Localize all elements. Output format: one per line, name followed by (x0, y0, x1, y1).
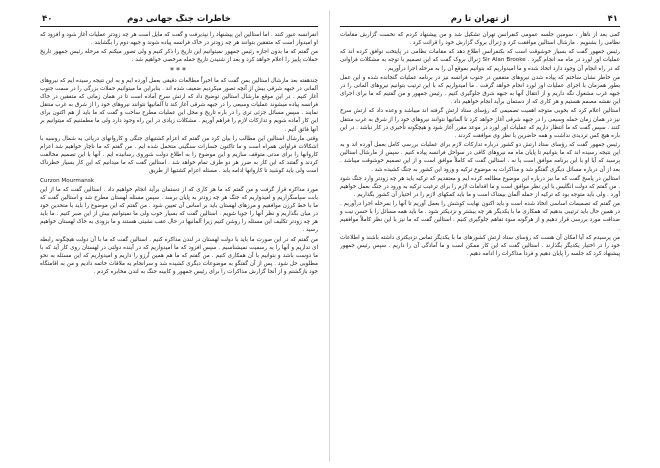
left-running-title: خاطرات جنگ جهانی دوم (127, 14, 231, 24)
left-page-number: ۴۰ (42, 14, 53, 24)
right-paragraph: استالین در پاسخ گفت که ما نیز درباره این موضوع مطالعه کرده ایم و معتقدیم که ترکیه باید هر چه زودتر وارد جنگ شود . من گفتم که دولت انگلیس با این نظر موافق است و ما اقدامات لازم را برای ترغیب ترکیه به ورود در جنگ بعمل خواهیم آورد . ولی باید متوجه بود که ترکیه از حمله آلمان بیمناک است و ما باید کمکهای لازم را در اختیار آن کشور بگذاریم . (340, 175, 620, 198)
left-paragraph: من گفتم که در این صورت ما باید با دولت لهستان در لندن مذاکره کنیم . استالین گفت که ما با آن دولت هیچگونه رابطه ای نداریم و آنها را به رسمیت نمیشناسیم . سپس افزود که ما امیدواریم که در آینده دولتی در لهستان روی کار آید که با ما دوست باشد و بتوانیم با آن همکاری کنیم . من گفتم که ما هم همین آرزو را داریم و امیدواریم که این مسئله به نحو مطلوبی حل شود . پس از آن گفتگو به موضوعات دیگری کشیده شد و سرانجام به ملاقات خاتمه دادیم و من به اقامتگاه خود بازگشتم و از آنجا گزارش مذاکرات را برای رئیس جمهور و کابینه جنگ به لندن مخابره کردم . (40, 236, 318, 276)
left-paragraph: من گفتم که ما بدون اجازه رئیس جمهور نمیتوانیم این تاریخ را ذکر کنیم و ولی تصور میکنم که مرحله رئیس جمهور تاریخ حملات پاییز را اعلام خواهد کرد و بعد از شنیدن تاریخ حمله مرخصی خواهیم شد . (40, 49, 318, 64)
right-paragraph: کمی بعد از ناهار ، سومین جلسه عمومی کنفرانس تهران تشکیل شد و من پیشنهاد کردم که نخست گزارش مقامات نظامی را بشنویم . مارشال استالین موافقت کرد و ژنرال بروک گزارش خود را قرائت کرد . (340, 32, 620, 47)
right-paragraph: رئیس جمهور گفت که بسیار خوشوقت است که بکنفرانس اطلاع دهد که مقامات نظامی در پایتخت توافق کرده اند که عملیات اور لورد در ماه مه انجام گیرد . Sir Alan Brooke ژنرال بروک گفت که این تصمیم با توجه به مشکلات فراوانی که در راه انجام آن وجود دارد اتخاذ شده و ما امیدواریم که بتوانیم بموقع آن را به مرحله اجرا درآوریم . (340, 49, 620, 72)
left-paragraph: چندهفته بعد مارشال استالین بمن گفت که ما اخیراً مطالعات دقیقی بعمل آورده ایم و به این نتیجه رسیده ایم که نیروهای آلمانی در جبهه شرقی بیش از آنچه تصور میکردیم ضعیف شده اند . بنابراین ما میتوانیم حملات بزرگی را در سمت جنوب آغاز کنیم . در این موقع مارشال استالین توضیح داد که ارتش سرخ آماده است تا در همان زمانی که متفقین در خاک فرانسه پیاده میشوند عملیات وسیعی را در جبهه شرقی آغاز کند تا آلمانیها نتوانند نیروهای خود را از شرق به غرب منتقل نمایند . سپس مسائل جزئی تری را در باره تاریخ و محل این عملیات مطرح ساخت و گفت که ما باید از هم اکنون برای این کار آماده شویم و تدارکات لازم را فراهم آوریم . مشکلات زیادی در این راه وجود دارد ولی ما مطمئنیم که میتوانیم بر آنها فائق آئیم . (40, 77, 318, 133)
right-paragraph: من گفتم که تصمیمات اساسی اتخاذ شده است و باید اکنون نهایت کوشش را بعمل آوریم تا آنها را بمرحله اجرا درآوریم . در همین حال باید ترتیبی بدهیم که همکاری ما با یکدیگر هر چه بیشتر و نزدیکتر شود . ما باید همه مسائل را با حسن نیت و صداقت مورد بررسی قرار دهیم و از هرگونه سوء تفاهم جلوگیری کنیم . استالین گفت که ما نیز با این نظر کاملاً موافقیم . (340, 201, 620, 232)
left-paragraph: وقتی مارشال استالین این مطالب را بیان کرد من گفتم که اعزام کشتیهای جنگی و کاروانهای دریائی به شمال روسیه با اشکالات فراوانی همراه است و ما تاکنون خسارات سنگینی متحمل شده ایم . من گفتم که ما ناچار خواهیم شد اعزام کاروانها را برای مدتی متوقف سازیم و این موضوع را به اطلاع دولت شوروی رسانیده ایم . آنها با این تصمیم مخالفت کردند و گفتند که این کار به ضرر هر دو طرف تمام خواهد شد . استالین گفت که ما میدانیم که این کار بسیار خطرناک است ولی باید کوشید تا کاروانها ادامه یابد . مسئله اعزام کشتیها از طریق (40, 135, 318, 175)
right-page (340, 14, 620, 460)
right-paragraph: من خاطر نشان ساختم که پیاده شدن نیروهای متفقین در جنوب فرانسه نیز در برنامه عملیات گنجانده شده و این عمل بطور همزمان با اجرای عملیات اور لورد انجام خواهد گرفت . ما امیدواریم که با این ترتیب بتوانیم نیروهای آلمانی را در جبهه غرب مشغول نگه داریم و از انتقال آنها به جبهه شرق جلوگیری کنیم . رئیس جمهور و من گفتیم که ما برای اجرای این نقشه مصمم هستیم و هر کاری که از دستمان برآید انجام خواهیم داد . (340, 74, 620, 106)
right-paragraph: رئیس جمهور گفت که رؤسای ستاد ارتش دو کشور درباره تدارکات لازم برای عملیات بررسی کامل بعمل آورده اند و به این نتیجه رسیده اند که ما بتوانیم تا پایان ماه مه نیروهای کافی در سواحل فرانسه پیاده کنیم . سپس از مارشال استالین پرسید که آیا او با این برنامه موافق است یا نه . استالین گفت که کاملاً موافق است و از این تصمیم خوشوقت میباشد . بعد از آن درباره مسائل دیگری گفتگو شد و مذاکرات به موضوع ترکیه و ورود این کشور به جنگ کشیده شد . (340, 142, 620, 173)
left-paragraph: مورد مذاکره قرار گرفت و من گفتم که ما هر کاری که از دستمان برآید انجام خواهیم داد . استالین گفت که ما از این بابت سپاسگزاریم و امیدواریم که جنگ هر چه زودتر به پایان برسد . سپس مسئله لهستان مطرح شد و استالین گفت که ما با خط کرزن موافقیم و مرزهای لهستان باید بر اساس آن تعیین شود . من گفتم که این موضوع را باید با متحدین خود در میان بگذاریم و نظر آنها را جویا شویم . استالین گفت که بسیار خوب ولی ما نمیتوانیم بیش از این صبر کنیم . ما باید هر چه زودتر تکلیف این مسئله را روشن کنیم زیرا آلمانیها در حال عقب نشینی هستند و ما بزودی به خاک لهستان خواهیم رسید . (40, 186, 318, 234)
section-separator: *** (170, 65, 188, 75)
right-page-body (340, 31, 620, 460)
book-gutter (329, 10, 330, 462)
latin-terms: Curzon Mourmansk (40, 177, 95, 184)
left-page (40, 14, 318, 460)
right-page-number: ۴۱ (607, 14, 618, 24)
left-page-header (40, 14, 318, 27)
right-page-header (340, 14, 620, 27)
right-running-title: از تهران تا رم (450, 14, 510, 24)
left-page-body (40, 31, 318, 460)
left-paragraph: انفرانسه عبور کنند . اما استالین این پیشنهاد را نپذیرفت و گفت که مایل است هر چه زودتر عملیات آغاز شود و افزود که او امیدوار است که متفقین بتوانند هر چه زودتر در خاک فرانسه پیاده شوند و جبهه دوم را بگشایند . (40, 32, 318, 47)
right-paragraph: من پرسیدم که آیا امکان آن هست که رؤسای ستاد ارتش کشورهای ما با یکدیگر تماس نزدیکتری داشته باشند و اطلاعات خود را در اختیار یکدیگر بگذارند . استالین گفت که این کار ممکن است و ما آمادگی آن را داریم . سپس رئیس جمهور پیشنهاد کرد که جلسه را پایان دهیم و فردا مذاکرات را ادامه دهیم . (340, 234, 620, 258)
right-paragraph: استالین اعلام کرد که بخوبی متوجه اهمیت تصمیمی که رؤسای ستاد ارتش گرفته اند میباشد و وعده داد که ارتش سرخ نیز در همان زمان حمله وسیعی را در جبهه شرقی آغاز خواهد کرد تا آلمانیها نتوانند نیروهای خود را از شرق به غرب منتقل کنند . سپس گفت که ما انتظار داریم که عملیات اور لورد در موعد مقرر آغاز شود و هیچگونه تأخیری در کار نباشد . در این باره هیچ کس تردیدی نداشت و همه حاضرین با نظر وی موافقت کردند . (340, 108, 620, 139)
